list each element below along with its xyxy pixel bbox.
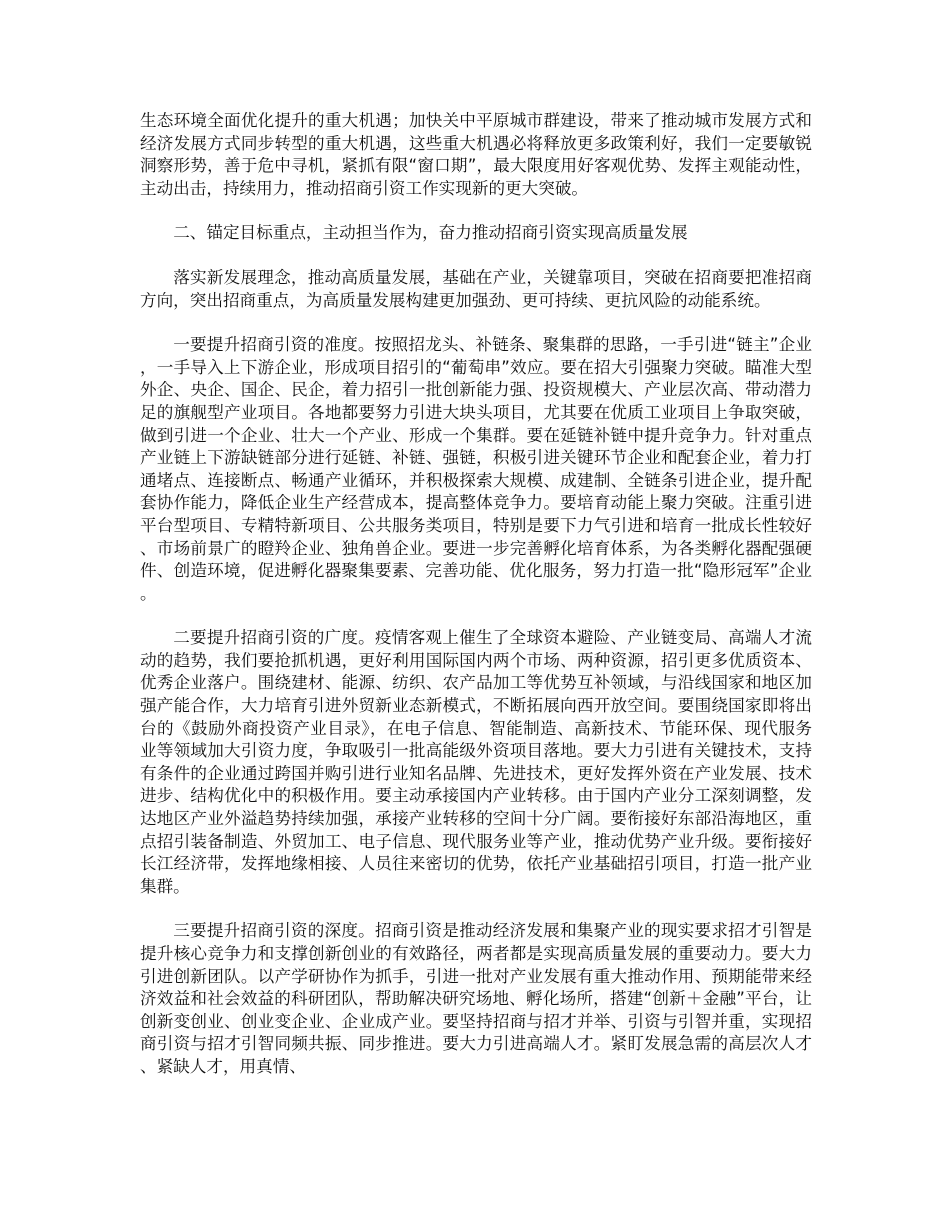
section-heading: 二、锚定目标重点，主动担当作为，奋力推动招商引资实现高质量发展 [173, 223, 688, 243]
paragraph-intro-continuation: 生态环境全面优化提升的重大机遇；加快关中平原城市群建设，带来了推动城市发展方式和经济发展方式同步转型的重大机遇，这些重大机遇必将释放更多政策利好，我们一定要敏锐洞察形势，善于危中寻机，紧抓有限“窗口期”，最大限度用好客观优势、发挥主观能动性，主动出击，持续用力，推动招商引资工作实现新的更大突破。 [140, 111, 812, 198]
document-body [140, 110, 812, 1101]
paragraph-breadth: 二要提升招商引资的广度。疫情客观上催生了全球资本避险、产业链变局、高端人才流动的趋势，我们要抢抓机遇，更好利用国际国内两个市场、两种资源，招引更多优质资本、优秀企业落户。围绕建材、能源、纺织、农产品加工等优势互补领域，与沿线国家和地区加强产能合作，大力培育引进外贸新业态新模式，不断拓展向西开放空间。要围绕国家即将出台的《鼓励外商投资产业目录》，在电子信息、智能制造、高新技术、节能环保、现代服务业等领域加大引资力度，争取吸引一批高能级外资项目落地。要大力引进有关键技术，支持有条件的企业通过跨国并购引进行业知名品牌、先进技术，更好发挥外资在产业发展、技术进步、结构优化中的积极作用。要主动承接国内产业转移。由于国内产业分工深刻调整，发达地区产业外溢趋势持续加强，承接产业转移的空间十分广阔。要衔接好东部沿海地区，重点招引装备制造、外贸加工、电子信息、现代服务业等产业，推动优势产业升级。要衔接好长江经济带，发挥地缘相接、人员往来密切的优势，依托产业基础招引项目，打造一批产业集群。 [140, 628, 812, 896]
paragraph-overview: 落实新发展理念，推动高质量发展，基础在产业，关键靠项目，突破在招商要把准招商方向，突出招商重点，为高质量发展构建更加强劲、更可持续、更抗风险的动能系统。 [140, 267, 812, 310]
paragraph-depth: 三要提升招商引资的深度。招商引资是推动经济发展和集聚产业的现实要求招才引智是提升核心竞争力和支撑创新创业的有效路径，两者都是实现高质量发展的重要动力。要大力引进创新团队。以产学研协作为抓手，引进一批对产业发展有重大推动作用、预期能带来经济效益和社会效益的科研团队，帮助解决研究场地、孵化场所，搭建“创新＋金融”平台，让创新变创业、创业变企业、企业成产业。要坚持招商与招才并举、引资与引智并重，实现招商引资与招才引智同频共振、同步推进。要大力引进高端人才。紧盯发展急需的高层次人才、紧缺人才，用真情、 [140, 921, 812, 1076]
paragraph-precision: 一要提升招商引资的准度。按照招龙头、补链条、聚集群的思路，一手引进“链主”企业，一手导入上下游企业，形成项目招引的“葡萄串”效应。要在招大引强聚力突破。瞄准大型外企、央企、国企、民企，着力招引一批创新能力强、投资规模大、产业层次高、带动潜力足的旗舰型产业项目。各地都要努力引进大块头项目，尤其要在优质工业项目上争取突破，做到引进一个企业、壮大一个产业、形成一个集群。要在延链补链中提升竞争力。针对重点产业链上下游缺链部分进行延链、补链、强链，积极引进关键环节企业和配套企业，着力打通堵点、连接断点、畅通产业循环，并积极探索大规模、成建制、全链条引进企业，提升配套协作能力，降低企业生产经营成本，提高整体竞争力。要培育动能上聚力突破。注重引进平台型项目、专精特新项目、公共服务类项目，特别是要下力气引进和培育一批成长性较好、市场前景广的瞪羚企业、独角兽企业。要进一步完善孵化培育体系，为各类孵化器配强硬件、创造环境，促进孵化器聚集要素、完善功能、优化服务，努力打造一批“隐形冠军”企业。 [140, 335, 812, 603]
